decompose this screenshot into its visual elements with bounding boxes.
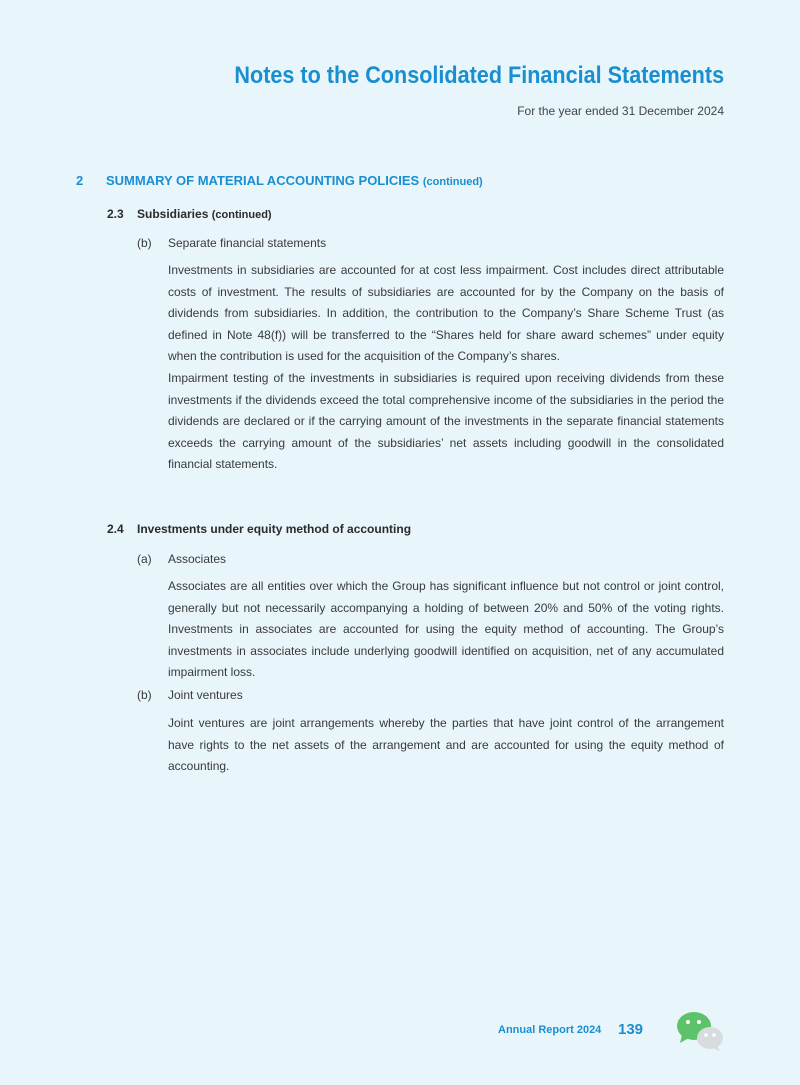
item-title: Separate financial statements <box>168 236 327 250</box>
subsection-continued: (continued) <box>211 209 272 221</box>
paragraph-separate-fs-2: Impairment testing of the investments in subsidiaries is required upon receiving dividends from these investments if the dividends exceed the total comprehensive income of the subsidiaries in the period the dividends are declared or if the carrying amount of the investments in the separate financial statements exceeds the carrying amount of the subsidiaries’ net assets including goodwill in the consolidated financial statements. <box>168 371 724 471</box>
section-title: SUMMARY OF MATERIAL ACCOUNTING POLICIES <box>106 173 420 188</box>
item-label: (b) <box>137 236 152 250</box>
subsection-number: 2.3 <box>107 207 124 221</box>
item-heading-associates <box>137 552 226 566</box>
subsection-heading-2-4 <box>107 522 411 536</box>
page-number: 139 <box>618 1021 644 1038</box>
footer-report-label: Annual Report 2024 <box>498 1024 602 1036</box>
subsection-number: 2.4 <box>107 522 124 536</box>
paragraph-joint-ventures: Joint ventures are joint arrangements whereby the parties that have joint control of the arrangement have rights to the net assets of the arrangement and are accounted for using the equity method of accounting. <box>168 716 724 773</box>
page-title: Notes to the Consolidated Financial Statements <box>234 62 724 89</box>
section-heading <box>76 173 483 188</box>
wechat-logo-icon <box>674 1008 726 1054</box>
section-number: 2 <box>76 173 84 188</box>
item-heading-joint-ventures <box>137 688 243 702</box>
paragraph-associates: Associates are all entities over which the Group has significant influence but not control or joint control, generally but not necessarily accompanying a holding of between 20% and 50% of the voting rights. Investments in associates are accounted for using the equity method of accounting. The Group’s investments in associates include underlying goodwill identified on acquisition, net of any accumulated impairment loss. <box>168 579 724 679</box>
item-label: (b) <box>137 688 152 702</box>
subsection-heading-2-3 <box>107 207 272 221</box>
paragraph-separate-fs-1: Investments in subsidiaries are accounted for at cost less impairment. Cost includes direct attributable costs of investment. The results of subsidiaries are accounted for by the Company on the basis of dividends from subsidiaries. In addition, the contribution to the Company’s Share Scheme Trust (as defined in Note 48(f)) will be transferred to the “Shares held for share award schemes” under equity when the contribution is used for the acquisition of the Company’s shares. <box>168 263 724 363</box>
subsection-title: Subsidiaries <box>137 207 209 221</box>
section-continued: (continued) <box>422 176 483 188</box>
item-heading-separate-fs <box>137 236 326 250</box>
item-title: Associates <box>168 552 227 566</box>
item-title: Joint ventures <box>168 688 243 702</box>
page-subtitle: For the year ended 31 December 2024 <box>517 104 724 118</box>
item-label: (a) <box>137 552 152 566</box>
subsection-title: Investments under equity method of accounting <box>137 522 412 536</box>
